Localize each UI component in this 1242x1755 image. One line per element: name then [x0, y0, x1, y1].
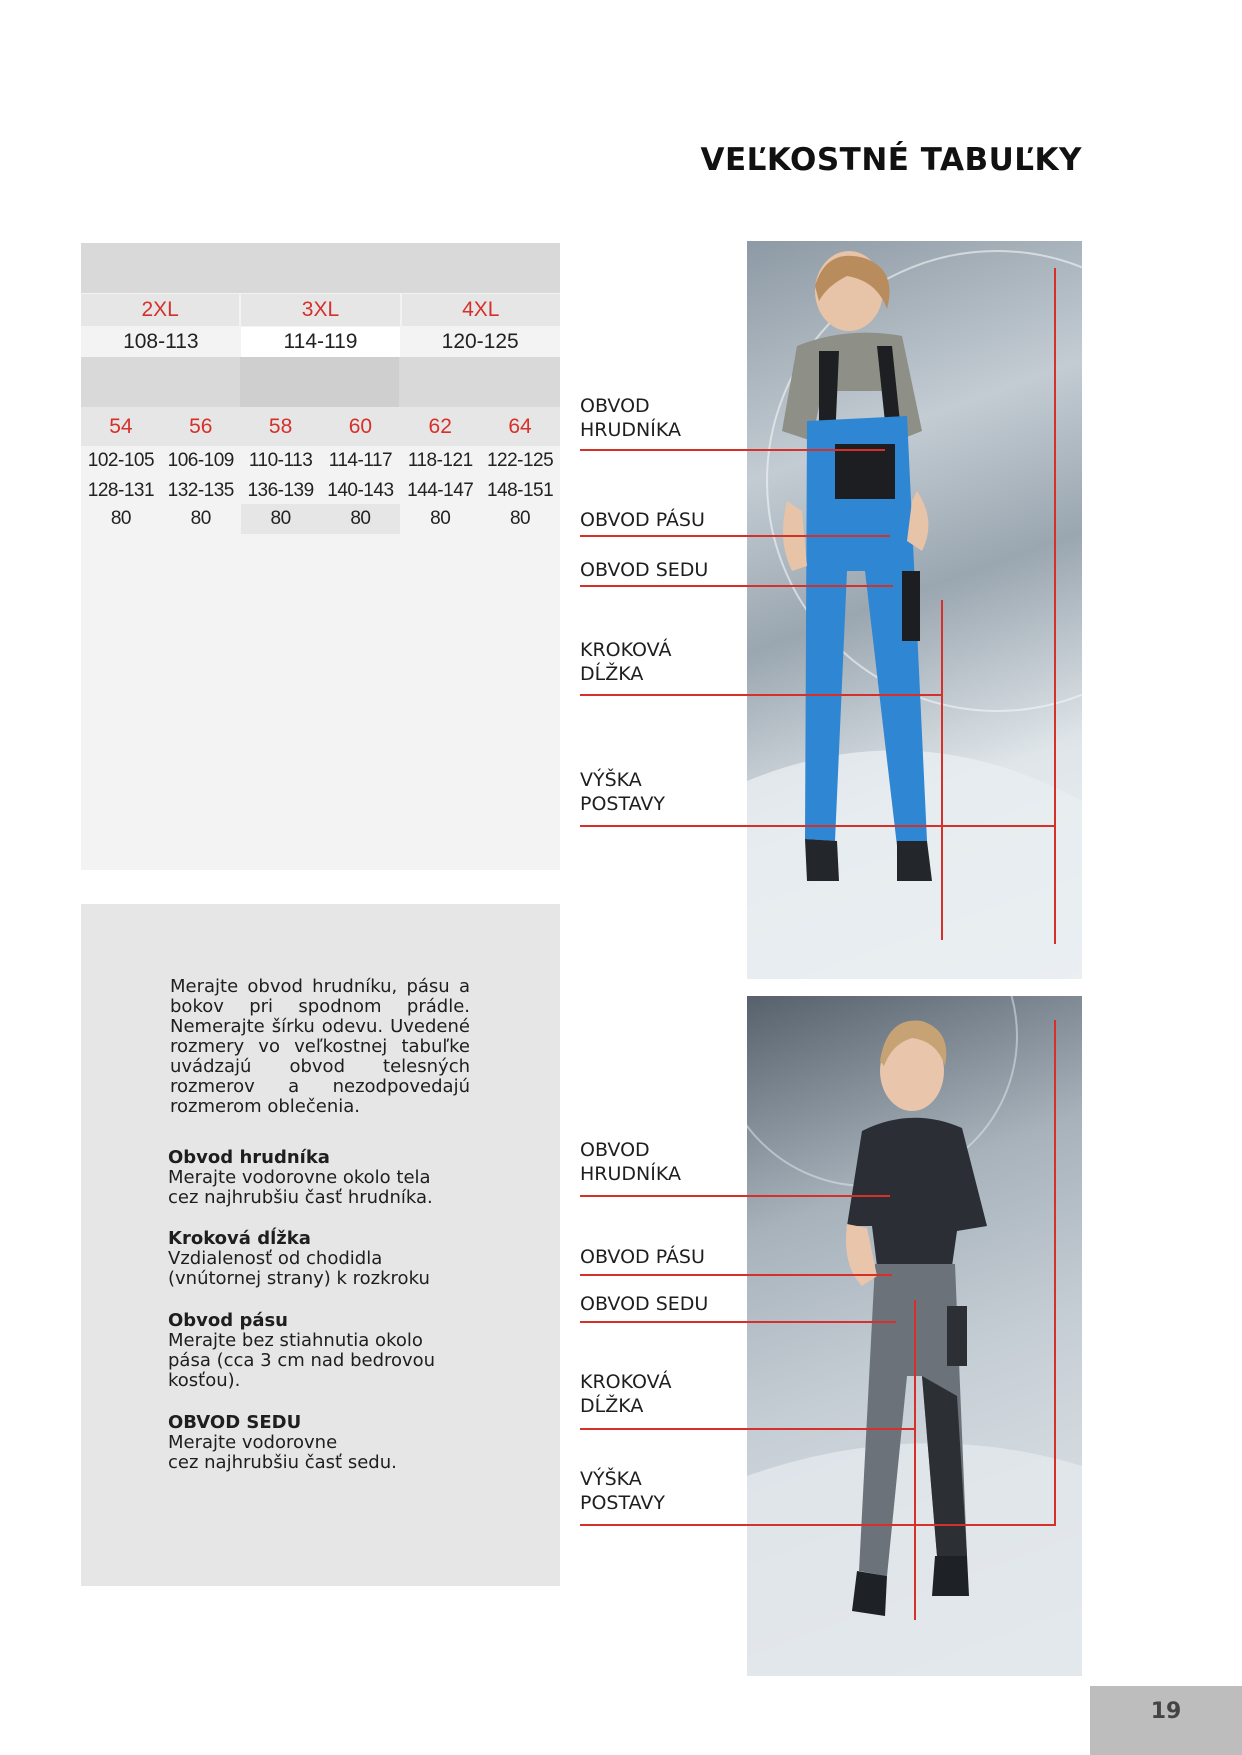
section-heading: Obvod hrudníka [168, 1147, 330, 1168]
height-line [580, 825, 1056, 827]
table-cell: 80 [430, 508, 451, 529]
section-waist [168, 1311, 508, 1391]
hips-row [81, 476, 560, 506]
table-cell: 128-131 [87, 480, 155, 501]
height-line [580, 1524, 1056, 1526]
section-text: Merajte bez stiahnutia okolo [168, 1330, 423, 1351]
table-cell: 80 [190, 508, 211, 529]
table-cell: 80 [320, 504, 400, 534]
label-chest: OBVOD HRUDNÍKA [580, 395, 681, 441]
section-inseam [168, 1229, 508, 1289]
table-cell: 118-121 [407, 450, 473, 471]
section-text: kosťou). [168, 1370, 241, 1391]
size-cell: 64 [508, 415, 532, 438]
height-vertical-line [1054, 268, 1056, 944]
page-title: VEĽKOSTNÉ TABUĽKY [700, 142, 1082, 178]
table-cell: 102-105 [87, 450, 155, 471]
table-cell: 80 [241, 504, 321, 534]
label-height: VÝŠKA POSTAVY [580, 1468, 665, 1514]
label-inseam: KROKOVÁ DĹŽKA [580, 639, 672, 685]
waist-row [81, 446, 560, 476]
size-cell: 2XL [141, 298, 179, 321]
woman-figure-illustration [747, 241, 1082, 979]
numeric-size-row [81, 407, 560, 447]
section-hips [168, 1413, 508, 1473]
inseam-line [580, 1428, 916, 1430]
table-cell: 114-119 [241, 327, 401, 357]
chest-line [580, 1195, 890, 1197]
table-cell: 108-113 [123, 330, 199, 353]
section-text: Vzdialenosť od chodidla [168, 1248, 383, 1269]
table-header-band [81, 243, 560, 293]
woman-overall-photo [747, 241, 1082, 979]
inseam-vertical-line [914, 1300, 916, 1620]
table-cell: 132-135 [167, 480, 234, 501]
table-cell: 106-109 [167, 450, 234, 471]
waist-line [580, 535, 890, 537]
section-heading: OBVOD SEDU [168, 1412, 302, 1433]
section-text: Merajte vodorovne [168, 1432, 338, 1453]
section-text: cez najhrubšiu časť hrudníka. [168, 1187, 433, 1208]
label-hips: OBVOD SEDU [580, 559, 709, 581]
size-cell: 60 [348, 415, 373, 438]
hips-line [580, 585, 893, 587]
size-cell: 56 [189, 415, 213, 438]
label-waist: OBVOD PÁSU [580, 1246, 705, 1268]
label-height: VÝŠKA POSTAVY [580, 769, 665, 815]
label-chest: OBVOD HRUDNÍKA [580, 1139, 681, 1185]
table-cell: 110-113 [248, 450, 313, 471]
label-inseam: KROKOVÁ DĹŽKA [580, 1371, 672, 1417]
size-cell: 58 [268, 415, 293, 438]
size-cell: 3XL [239, 294, 399, 326]
section-text: (vnútornej strany) k rozkroku [168, 1268, 430, 1289]
height-vertical-line [1054, 1020, 1056, 1526]
label-hips: OBVOD SEDU [580, 1293, 709, 1315]
table-cell: 136-139 [247, 480, 314, 501]
size-cell: 54 [109, 415, 133, 438]
table-cell: 122-125 [486, 450, 554, 471]
label-waist: OBVOD PÁSU [580, 509, 705, 531]
page-number: 19 [1090, 1686, 1242, 1755]
inseam-line [580, 694, 942, 696]
table-cell: 120-125 [441, 330, 519, 353]
section-heading: Obvod pásu [168, 1310, 288, 1331]
table-gap-band [81, 357, 240, 407]
table-cell: 114-117 [328, 450, 393, 471]
table-cell: 80 [110, 508, 131, 529]
section-text: Merajte vodorovne okolo tela [168, 1167, 431, 1188]
waist-line [580, 1274, 892, 1276]
letter-size-row [81, 294, 560, 326]
table-cell: 148-151 [486, 480, 554, 501]
inseam-vertical-line [941, 600, 943, 940]
chest-line [580, 449, 885, 451]
chest-range-row [81, 327, 560, 357]
table-cell: 140-143 [327, 480, 394, 501]
size-cell: 4XL [400, 294, 560, 326]
section-heading: Kroková dĺžka [168, 1228, 311, 1249]
inseam-row [81, 504, 560, 534]
measuring-intro: Merajte obvod hrudníku, pásu a bokov pri spodnom prádle. Nemerajte šírku odevu. Uvedené rozmery vo veľkostnej tabuľke uvádzajú obvod telesných rozmerov a nezodpovedajú rozmerom oblečenia. [170, 976, 470, 1117]
section-text: cez najhrubšiu časť sedu. [168, 1452, 397, 1473]
table-cell: 144-147 [407, 480, 474, 501]
section-text: pása (cca 3 cm nad bedrovou [168, 1350, 436, 1371]
table-cell: 80 [509, 508, 531, 529]
table-gap-band [399, 357, 560, 407]
hips-line [580, 1321, 896, 1323]
size-cell: 62 [428, 415, 452, 438]
section-chest [168, 1148, 508, 1208]
table-gap-band [240, 357, 399, 407]
